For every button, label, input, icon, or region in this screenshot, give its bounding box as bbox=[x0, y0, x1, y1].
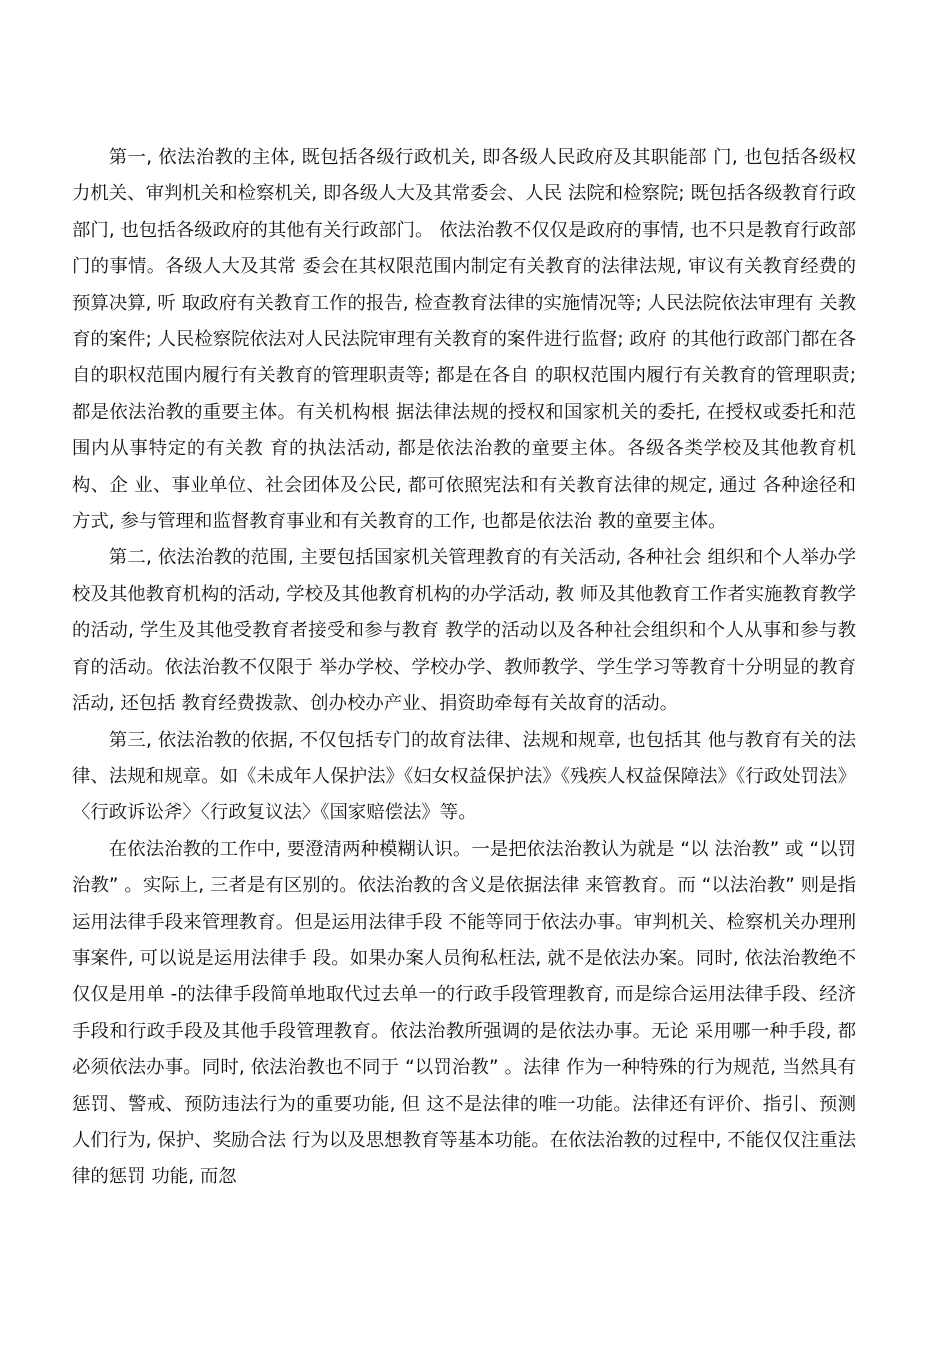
paragraph-basis: 第三, 依法治教的依据, 不仅包括专门的故育法律、法规和规章, 也包括其 他与教育有关的法律、法规和规章。如《未成年人保护法》《妇女权益保护法》《残疾人权益保障法》《行政处罚法》〈行政诉讼斧〉〈行政复议法〉《国家赔偿法》等。 bbox=[72, 729, 856, 824]
document-body bbox=[72, 140, 856, 1196]
paragraph-clarification: 在依法治教的工作中, 要澄清两种模糊认识。一是把依法治教认为就是 “以 法治教” 或 “以罚治教” 。实际上, 三者是有区别的。依法治教的含义是依据法律 来管教育。而 “以法治教” 则是指运用法律手段来管理教育。但是运用法律手段 不能等同于依法办事。审判机关、检察机关办理刑事案件, 可以说是运用法律手 段。如果办案人员徇私枉法, 就不是依法办案。同时, 依法治教绝不仅仅是用单 -的法律手段简单地取代过去单一的行政手段管理教育, 而是综合运用法律手段、经济手段和行政手段及其他手段管理教育。依法治教所强调的是依法办事。无论 采用哪一种手段, 都必须依法办事。同时, 依法治教也不同于 “以罚治教” 。法律 作为一种特殊的行为规范, 当然具有惩罚、警戒、预防违法行为的重要功能, 但 这不是法律的唯一功能。法律还有评价、指引、预测人们行为, 保护、奖励合法 行为以及思想教育等基本功能。在依法治教的过程中, 不能仅仅注重法律的惩罚 功能, 而忽 bbox=[72, 838, 856, 1188]
paragraph-scope: 第二, 依法治教的范围, 主要包括国家机关管理教育的有关活动, 各种社会 组织和个人举办学校及其他教育机构的活动, 学校及其他教育机构的办学活动, 教 师及其他教育工作者实施教育教学的活动, 学生及其他受教育者接受和参与教育 教学的活动以及各种社会组织和个人从事和参与教育的活动。依法治教不仅限于 举办学校、学校办学、教师教学、学生学习等教育十分明显的教育活动, 还包括 教育经费拨款、创办校办产业、捐资助牵每有关故育的活动。 bbox=[72, 547, 856, 715]
paragraph-subject: 第一, 依法治教的主体, 既包括各级行政机关, 即各级人民政府及其职能部 门, 也包括各级权力机关、审判机关和检察机关, 即各级人大及其常委会、人民 法院和检察院; 既包括各级教育行政部门, 也包括各级政府的其他有关行政部门。 依法治教不仅仅是政府的事情, 也不只是教育行政部门的事情。各级人大及其常 委会在其权限范围内制定有关教育的法律法规, 审议有关教育经费的预算决算, 听 取政府有关教育工作的报告, 检查教育法律的实施情况等; 人民法院依法审理有 关教育的案件; 人民检察院依法对人民法院审理有关教育的案件进行监督; 政府 的其他行政部门都在各自的职权范围内履行有关教育的管理职责等; 都是在各自 的职权范围内履行有关教育的管理职责; 都是依法治教的重要主体。有关机构根 据法律法规的授权和国家机关的委托, 在授权或委托和范围内从事特定的有关教 育的执法活动, 都是依法治教的童要主体。各级各类学校及其他教育机构、企 业、事业单位、社会团体及公民, 都可依照宪法和有关教育法律的规定, 通过 各种途径和方式, 参与管理和监督教育事业和有关教育的工作, 也都是依法治 教的童要主体。 bbox=[72, 147, 856, 533]
